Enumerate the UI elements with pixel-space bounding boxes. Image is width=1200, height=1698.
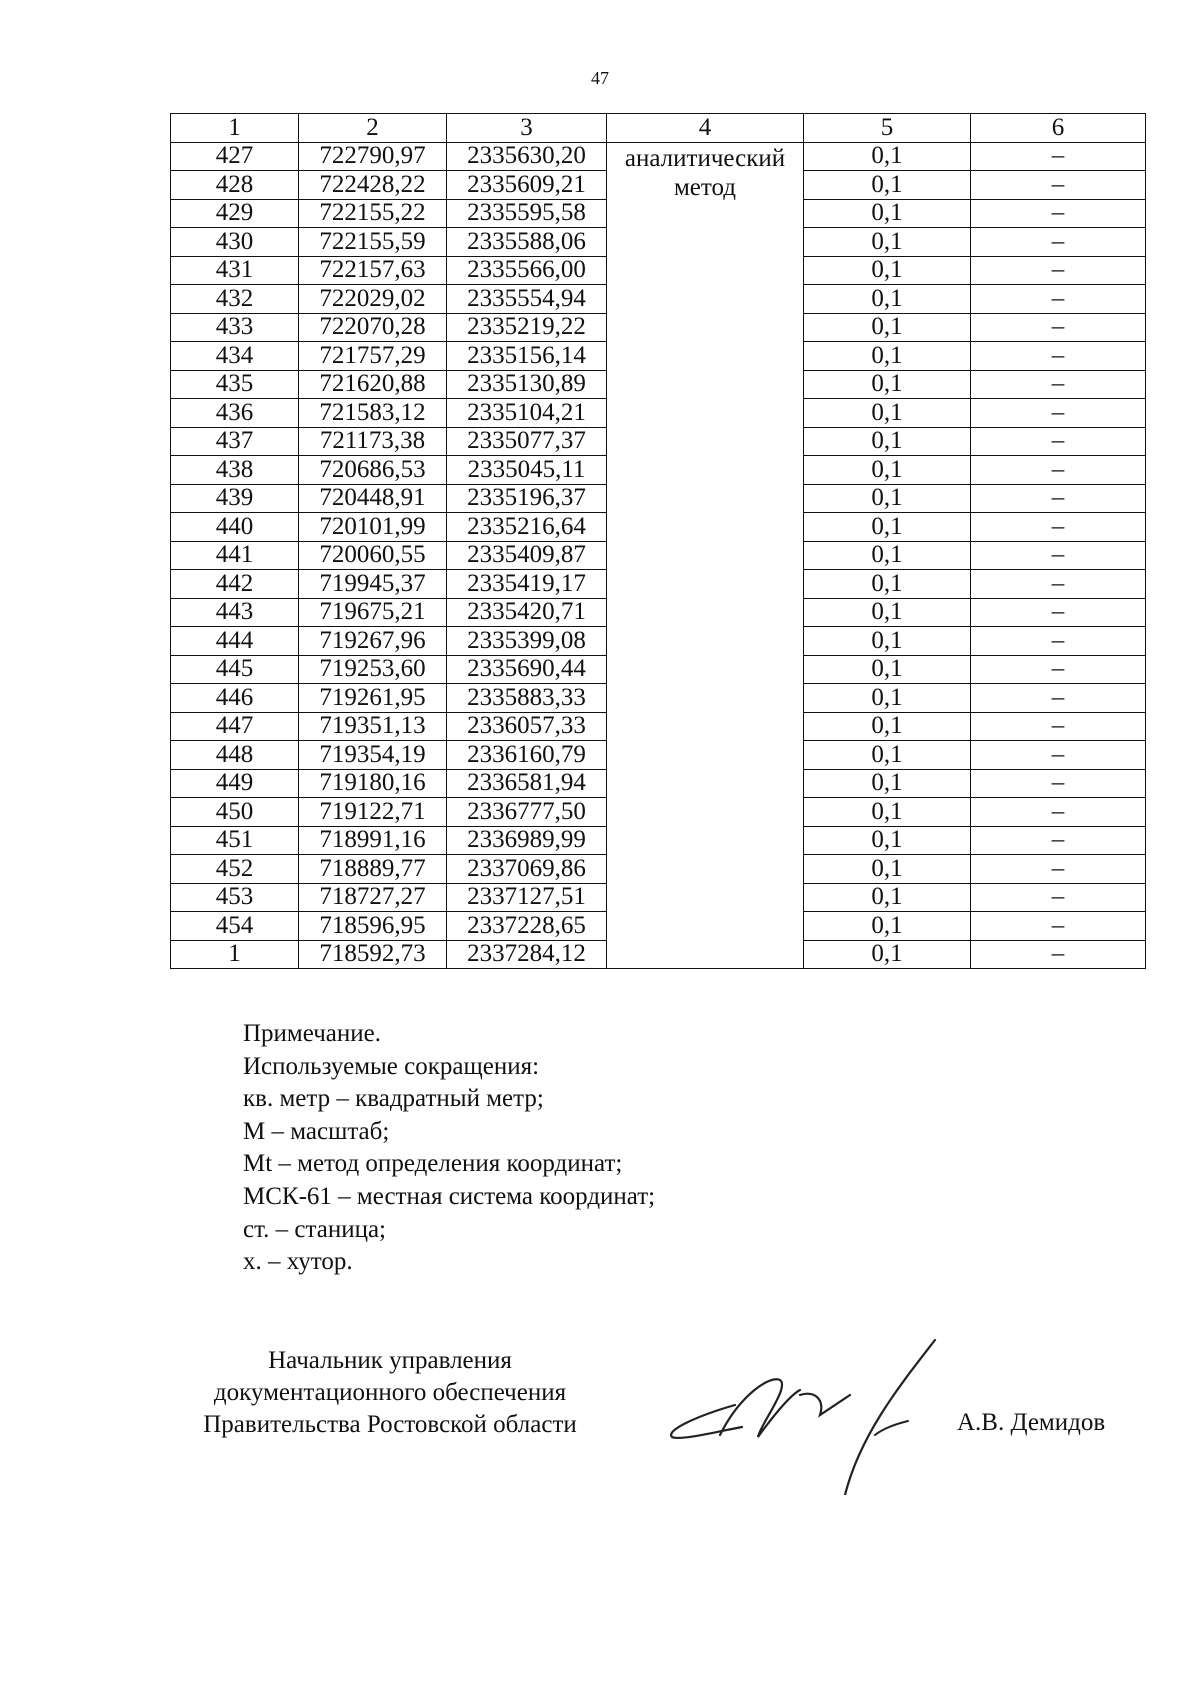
accuracy-cell: 0,1	[804, 684, 971, 713]
accuracy-cell: 0,1	[804, 199, 971, 228]
description-cell: –	[971, 199, 1146, 228]
y-coordinate-cell: 2335419,17	[447, 570, 607, 599]
accuracy-cell: 0,1	[804, 769, 971, 798]
point-number-cell: 432	[171, 285, 299, 314]
accuracy-cell: 0,1	[804, 370, 971, 399]
point-number-cell: 433	[171, 313, 299, 342]
position-line: Начальник управления	[268, 1347, 512, 1374]
point-number-cell: 441	[171, 541, 299, 570]
point-number-cell: 448	[171, 741, 299, 770]
position-line: Правительства Ростовской области	[203, 1411, 577, 1438]
accuracy-cell: 0,1	[804, 798, 971, 827]
description-cell: –	[971, 826, 1146, 855]
y-coordinate-cell: 2336057,33	[447, 712, 607, 741]
y-coordinate-cell: 2335609,21	[447, 171, 607, 200]
x-coordinate-cell: 719675,21	[299, 598, 447, 627]
point-number-cell: 442	[171, 570, 299, 599]
column-header: 4	[607, 114, 804, 143]
y-coordinate-cell: 2335630,20	[447, 142, 607, 171]
x-coordinate-cell: 722428,22	[299, 171, 447, 200]
accuracy-cell: 0,1	[804, 256, 971, 285]
table-row	[171, 142, 1146, 171]
accuracy-cell: 0,1	[804, 655, 971, 684]
x-coordinate-cell: 722155,59	[299, 228, 447, 257]
description-cell: –	[971, 769, 1146, 798]
description-cell: –	[971, 256, 1146, 285]
accuracy-cell: 0,1	[804, 342, 971, 371]
notes-line: х. – хутор.	[243, 1248, 353, 1276]
point-number-cell: 443	[171, 598, 299, 627]
y-coordinate-cell: 2337284,12	[447, 940, 607, 969]
x-coordinate-cell: 718991,16	[299, 826, 447, 855]
x-coordinate-cell: 721757,29	[299, 342, 447, 371]
point-number-cell: 434	[171, 342, 299, 371]
y-coordinate-cell: 2335883,33	[447, 684, 607, 713]
column-header: 1	[171, 114, 299, 143]
accuracy-cell: 0,1	[804, 313, 971, 342]
y-coordinate-cell: 2335595,58	[447, 199, 607, 228]
x-coordinate-cell: 720060,55	[299, 541, 447, 570]
notes-line: ст. – станица;	[243, 1215, 386, 1243]
point-number-cell: 445	[171, 655, 299, 684]
y-coordinate-cell: 2335588,06	[447, 228, 607, 257]
point-number-cell: 1	[171, 940, 299, 969]
notes-line: МСК-61 – местная система координат;	[243, 1182, 656, 1210]
point-number-cell: 451	[171, 826, 299, 855]
x-coordinate-cell: 720101,99	[299, 513, 447, 542]
x-coordinate-cell: 719351,13	[299, 712, 447, 741]
handwritten-signature	[660, 1335, 950, 1495]
y-coordinate-cell: 2335409,87	[447, 541, 607, 570]
signer-position	[170, 1345, 610, 1441]
x-coordinate-cell: 722029,02	[299, 285, 447, 314]
y-coordinate-cell: 2335077,37	[447, 427, 607, 456]
y-coordinate-cell: 2335690,44	[447, 655, 607, 684]
accuracy-cell: 0,1	[804, 142, 971, 171]
y-coordinate-cell: 2335156,14	[447, 342, 607, 371]
x-coordinate-cell: 719354,19	[299, 741, 447, 770]
description-cell: –	[971, 513, 1146, 542]
x-coordinate-cell: 719267,96	[299, 627, 447, 656]
accuracy-cell: 0,1	[804, 741, 971, 770]
accuracy-cell: 0,1	[804, 627, 971, 656]
description-cell: –	[971, 484, 1146, 513]
accuracy-cell: 0,1	[804, 883, 971, 912]
x-coordinate-cell: 719180,16	[299, 769, 447, 798]
y-coordinate-cell: 2335196,37	[447, 484, 607, 513]
point-number-cell: 447	[171, 712, 299, 741]
y-coordinate-cell: 2337127,51	[447, 883, 607, 912]
y-coordinate-cell: 2336581,94	[447, 769, 607, 798]
description-cell: –	[971, 313, 1146, 342]
description-cell: –	[971, 912, 1146, 941]
coordinates-table	[170, 113, 1146, 969]
point-number-cell: 431	[171, 256, 299, 285]
accuracy-cell: 0,1	[804, 171, 971, 200]
page-number: 47	[591, 68, 609, 88]
accuracy-cell: 0,1	[804, 228, 971, 257]
description-cell: –	[971, 399, 1146, 428]
x-coordinate-cell: 719253,60	[299, 655, 447, 684]
point-number-cell: 452	[171, 855, 299, 884]
description-cell: –	[971, 427, 1146, 456]
notes-section	[243, 1018, 655, 1279]
column-header: 3	[447, 114, 607, 143]
accuracy-cell: 0,1	[804, 541, 971, 570]
y-coordinate-cell: 2336160,79	[447, 741, 607, 770]
description-cell: –	[971, 285, 1146, 314]
description-cell: –	[971, 855, 1146, 884]
description-cell: –	[971, 883, 1146, 912]
x-coordinate-cell: 718727,27	[299, 883, 447, 912]
point-number-cell: 446	[171, 684, 299, 713]
x-coordinate-cell: 718592,73	[299, 940, 447, 969]
column-header: 5	[804, 114, 971, 143]
point-number-cell: 444	[171, 627, 299, 656]
description-cell: –	[971, 370, 1146, 399]
description-cell: –	[971, 712, 1146, 741]
description-cell: –	[971, 142, 1146, 171]
y-coordinate-cell: 2335104,21	[447, 399, 607, 428]
y-coordinate-cell: 2335130,89	[447, 370, 607, 399]
point-number-cell: 454	[171, 912, 299, 941]
accuracy-cell: 0,1	[804, 712, 971, 741]
accuracy-cell: 0,1	[804, 513, 971, 542]
x-coordinate-cell: 719122,71	[299, 798, 447, 827]
notes-line: М – масштаб;	[243, 1117, 390, 1145]
point-number-cell: 453	[171, 883, 299, 912]
accuracy-cell: 0,1	[804, 285, 971, 314]
point-number-cell: 430	[171, 228, 299, 257]
y-coordinate-cell: 2335216,64	[447, 513, 607, 542]
point-number-cell: 439	[171, 484, 299, 513]
description-cell: –	[971, 171, 1146, 200]
point-number-cell: 427	[171, 142, 299, 171]
accuracy-cell: 0,1	[804, 484, 971, 513]
description-cell: –	[971, 655, 1146, 684]
notes-line: Используемые сокращения:	[243, 1052, 540, 1080]
x-coordinate-cell: 720686,53	[299, 456, 447, 485]
x-coordinate-cell: 719945,37	[299, 570, 447, 599]
x-coordinate-cell: 722157,63	[299, 256, 447, 285]
y-coordinate-cell: 2337069,86	[447, 855, 607, 884]
description-cell: –	[971, 627, 1146, 656]
y-coordinate-cell: 2336989,99	[447, 826, 607, 855]
table-body	[171, 142, 1146, 969]
x-coordinate-cell: 720448,91	[299, 484, 447, 513]
accuracy-cell: 0,1	[804, 456, 971, 485]
description-cell: –	[971, 741, 1146, 770]
x-coordinate-cell: 718889,77	[299, 855, 447, 884]
x-coordinate-cell: 722070,28	[299, 313, 447, 342]
y-coordinate-cell: 2335399,08	[447, 627, 607, 656]
accuracy-cell: 0,1	[804, 940, 971, 969]
y-coordinate-cell: 2335554,94	[447, 285, 607, 314]
description-cell: –	[971, 456, 1146, 485]
point-number-cell: 449	[171, 769, 299, 798]
point-number-cell: 436	[171, 399, 299, 428]
notes-line: кв. метр – квадратный метр;	[243, 1085, 544, 1113]
point-number-cell: 437	[171, 427, 299, 456]
point-number-cell: 435	[171, 370, 299, 399]
accuracy-cell: 0,1	[804, 399, 971, 428]
accuracy-cell: 0,1	[804, 855, 971, 884]
x-coordinate-cell: 721620,88	[299, 370, 447, 399]
column-header: 2	[299, 114, 447, 143]
column-header: 6	[971, 114, 1146, 143]
x-coordinate-cell: 722790,97	[299, 142, 447, 171]
method-cell: аналитический метод	[607, 142, 804, 969]
y-coordinate-cell: 2335566,00	[447, 256, 607, 285]
signer-name: А.В. Демидов	[957, 1409, 1106, 1436]
description-cell: –	[971, 940, 1146, 969]
description-cell: –	[971, 684, 1146, 713]
table-header-row	[171, 114, 1146, 143]
y-coordinate-cell: 2335420,71	[447, 598, 607, 627]
point-number-cell: 438	[171, 456, 299, 485]
notes-line: Mt – метод определения координат;	[243, 1150, 623, 1178]
accuracy-cell: 0,1	[804, 826, 971, 855]
accuracy-cell: 0,1	[804, 427, 971, 456]
accuracy-cell: 0,1	[804, 570, 971, 599]
description-cell: –	[971, 570, 1146, 599]
x-coordinate-cell: 721583,12	[299, 399, 447, 428]
accuracy-cell: 0,1	[804, 598, 971, 627]
description-cell: –	[971, 228, 1146, 257]
description-cell: –	[971, 598, 1146, 627]
point-number-cell: 429	[171, 199, 299, 228]
x-coordinate-cell: 719261,95	[299, 684, 447, 713]
description-cell: –	[971, 342, 1146, 371]
y-coordinate-cell: 2337228,65	[447, 912, 607, 941]
point-number-cell: 450	[171, 798, 299, 827]
x-coordinate-cell: 718596,95	[299, 912, 447, 941]
description-cell: –	[971, 798, 1146, 827]
point-number-cell: 428	[171, 171, 299, 200]
notes-title: Примечание.	[243, 1020, 382, 1047]
description-cell: –	[971, 541, 1146, 570]
x-coordinate-cell: 722155,22	[299, 199, 447, 228]
accuracy-cell: 0,1	[804, 912, 971, 941]
point-number-cell: 440	[171, 513, 299, 542]
y-coordinate-cell: 2336777,50	[447, 798, 607, 827]
x-coordinate-cell: 721173,38	[299, 427, 447, 456]
position-line: документационного обеспечения	[213, 1379, 567, 1406]
y-coordinate-cell: 2335219,22	[447, 313, 607, 342]
y-coordinate-cell: 2335045,11	[447, 456, 607, 485]
